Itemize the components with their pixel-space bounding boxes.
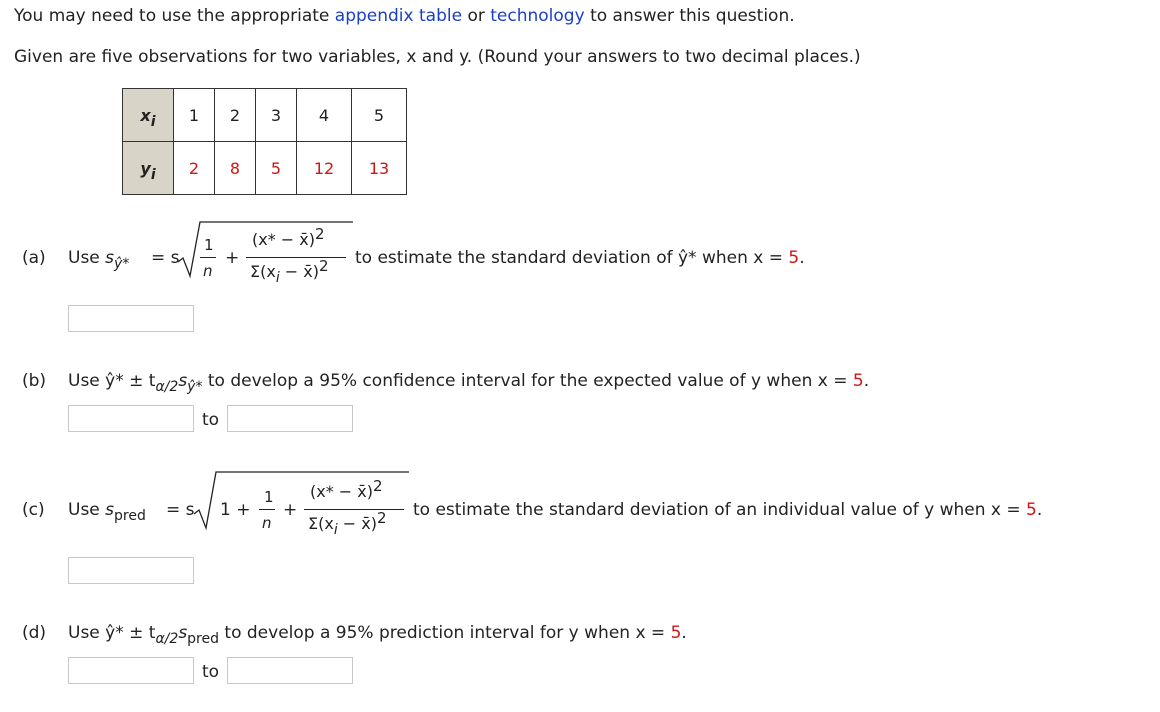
- fraction-bar: [259, 509, 275, 510]
- part-c-plus: +: [283, 500, 298, 520]
- x-value: 1: [174, 89, 215, 142]
- x-value: 5: [352, 89, 407, 142]
- part-c-description: to estimate the standard deviation of an individual value of y when x = 5.: [413, 500, 1043, 520]
- part-d-to: to: [202, 662, 220, 682]
- part-a-one: 1: [204, 236, 214, 254]
- fraction-bar: [246, 257, 346, 258]
- x-value: 2: [215, 89, 256, 142]
- part-a-description: to estimate the standard deviation of ŷ* when x = 5.: [355, 248, 805, 268]
- part-c-use: Use $s_{pred}$: [68, 500, 146, 524]
- y-value: 13: [352, 142, 407, 195]
- part-d-lower-input[interactable]: [68, 657, 194, 684]
- part-d-upper-input[interactable]: [227, 657, 353, 684]
- part-c-label: (c): [22, 500, 45, 520]
- table-row-x: [123, 89, 407, 142]
- part-b-label: (b): [22, 371, 47, 391]
- appendix-table-link[interactable]: appendix table: [334, 6, 463, 26]
- part-c-equals: = s: [166, 500, 195, 520]
- y-value: 8: [215, 142, 256, 195]
- part-a-use: Use $s_{ŷ*}$: [68, 248, 130, 272]
- fraction-bar: [304, 509, 404, 510]
- part-a-numerator: (x* − x̄)2: [252, 225, 325, 249]
- table-row-y: [123, 142, 407, 195]
- part-a-denominator: Σ(xi − x̄)2: [250, 257, 329, 286]
- part-a-label: (a): [22, 248, 46, 268]
- x-value: 4: [297, 89, 352, 142]
- part-c-denominator: Σ(xi − x̄)2: [308, 509, 387, 538]
- technology-link[interactable]: technology: [490, 6, 585, 26]
- x-value: 3: [256, 89, 297, 142]
- part-a-n: n: [203, 262, 213, 280]
- part-a-equals: = s: [151, 248, 180, 268]
- part-b-upper-input[interactable]: [227, 405, 353, 432]
- part-c-one: 1: [264, 488, 274, 506]
- y-value: 12: [297, 142, 352, 195]
- y-header: yi: [123, 142, 174, 195]
- part-c-n: n: [262, 514, 272, 532]
- observations-table: [122, 88, 407, 195]
- intro-line-1: You may need to use the appropriate appendix table or technology to answer this question.: [14, 6, 795, 26]
- part-d-label: (d): [22, 623, 47, 643]
- x-header: xi: [123, 89, 174, 142]
- part-c-answer-input[interactable]: [68, 557, 194, 584]
- part-a-plus: +: [225, 248, 240, 268]
- part-a-answer-input[interactable]: [68, 305, 194, 332]
- intro-line-2: Given are five observations for two variables, x and y. (Round your answers to two decimal places.): [14, 47, 861, 67]
- fraction-bar: [200, 257, 216, 258]
- y-value: 5: [256, 142, 297, 195]
- part-b-lower-input[interactable]: [68, 405, 194, 432]
- part-c-numerator: (x* − x̄)2: [310, 477, 383, 501]
- part-d-description: Use ŷ* ± $t_{\alpha/2}s_{pred}$ to develop a 95% prediction interval for y when x = 5.: [68, 623, 687, 647]
- y-value: 2: [174, 142, 215, 195]
- part-c-one-plus: 1 +: [220, 500, 251, 520]
- part-b-description: Use ŷ* ± $t_{\alpha/2}s_{ŷ*}$ to develop a 95% confidence interval for the expected value of y when x = 5.: [68, 371, 870, 395]
- part-b-to: to: [202, 410, 220, 430]
